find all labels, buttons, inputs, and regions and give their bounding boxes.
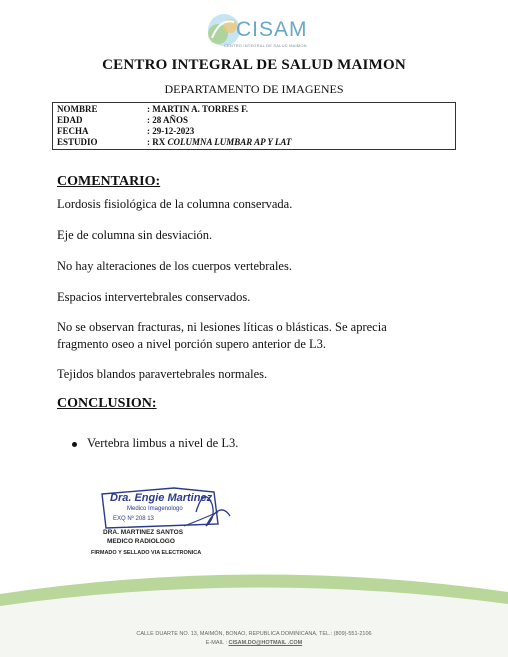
- page-title: CENTRO INTEGRAL DE SALUD MAIMON: [102, 57, 406, 73]
- stamp-doctor-name: Dra. Engie Martinez: [110, 492, 213, 504]
- footer-address: CALLE DUARTE NO. 13, MAIMÓN, BONAO, REPUBLICA DOMINICANA, TEL.: (809)-551-2106: [136, 631, 372, 637]
- doctor-role: MEDICO RADIOLOGO: [107, 538, 175, 545]
- info-value: : 29-12-2023: [147, 126, 195, 136]
- comentario-paragraph: Tejidos blandos paravertebrales normales.: [57, 367, 268, 381]
- info-value: : 28 AÑOS: [147, 115, 189, 125]
- info-label: EDAD: [57, 115, 83, 125]
- logo-tagline: CENTRO INTEGRAL DE SALUD MAIMON: [224, 43, 307, 48]
- bullet-icon: [72, 442, 77, 447]
- comentario-paragraph: Eje de columna sin desviación.: [57, 228, 213, 242]
- info-label: FECHA: [57, 126, 89, 136]
- info-value: : MARTIN A. TORRES F.: [147, 104, 249, 114]
- department-title: DEPARTAMENTO DE IMAGENES: [164, 82, 344, 96]
- signed-note: FIRMADO Y SELLADO VIA ELECTRONICA: [91, 550, 202, 556]
- study-name: COLUMNA LUMBAR AP Y LAT: [167, 137, 292, 147]
- comentario-paragraph: No hay alteraciones de los cuerpos vertebrales.: [57, 259, 292, 273]
- comentario-paragraph: No se observan fracturas, ni lesiones líticas o blásticas. Se aprecia fragmento oseo a nivel porción supero anterior de L3.: [57, 320, 387, 351]
- conclusion-item-text: Vertebra limbus a nivel de L3.: [87, 436, 239, 450]
- footer-email-link[interactable]: CISAM.DO@HOTMAIL .COM: [228, 640, 303, 646]
- patient-info-box: [52, 102, 456, 150]
- info-value: [147, 137, 291, 148]
- conclusion-heading: CONCLUSION:: [57, 396, 157, 411]
- doctor-name: DRA. MARTINEZ SANTOS: [103, 529, 184, 536]
- stamp-license: EXQ Nº 208 13: [113, 516, 154, 522]
- footer-email-label: E-MAIL :: [205, 640, 229, 646]
- info-label: NOMBRE: [57, 104, 98, 114]
- comentario-paragraph: Espacios intervertebrales conservados.: [57, 290, 251, 304]
- footer-email-line: [0, 640, 508, 646]
- study-prefix: : RX: [147, 137, 168, 147]
- comentario-paragraph: Lordosis fisiológica de la columna conservada.: [57, 197, 293, 211]
- logo-name: CISAM: [236, 18, 308, 41]
- stamp-role: Medico Imagenologo: [127, 506, 183, 512]
- info-label: ESTUDIO: [57, 137, 98, 147]
- comentario-heading: COMENTARIO:: [57, 174, 161, 189]
